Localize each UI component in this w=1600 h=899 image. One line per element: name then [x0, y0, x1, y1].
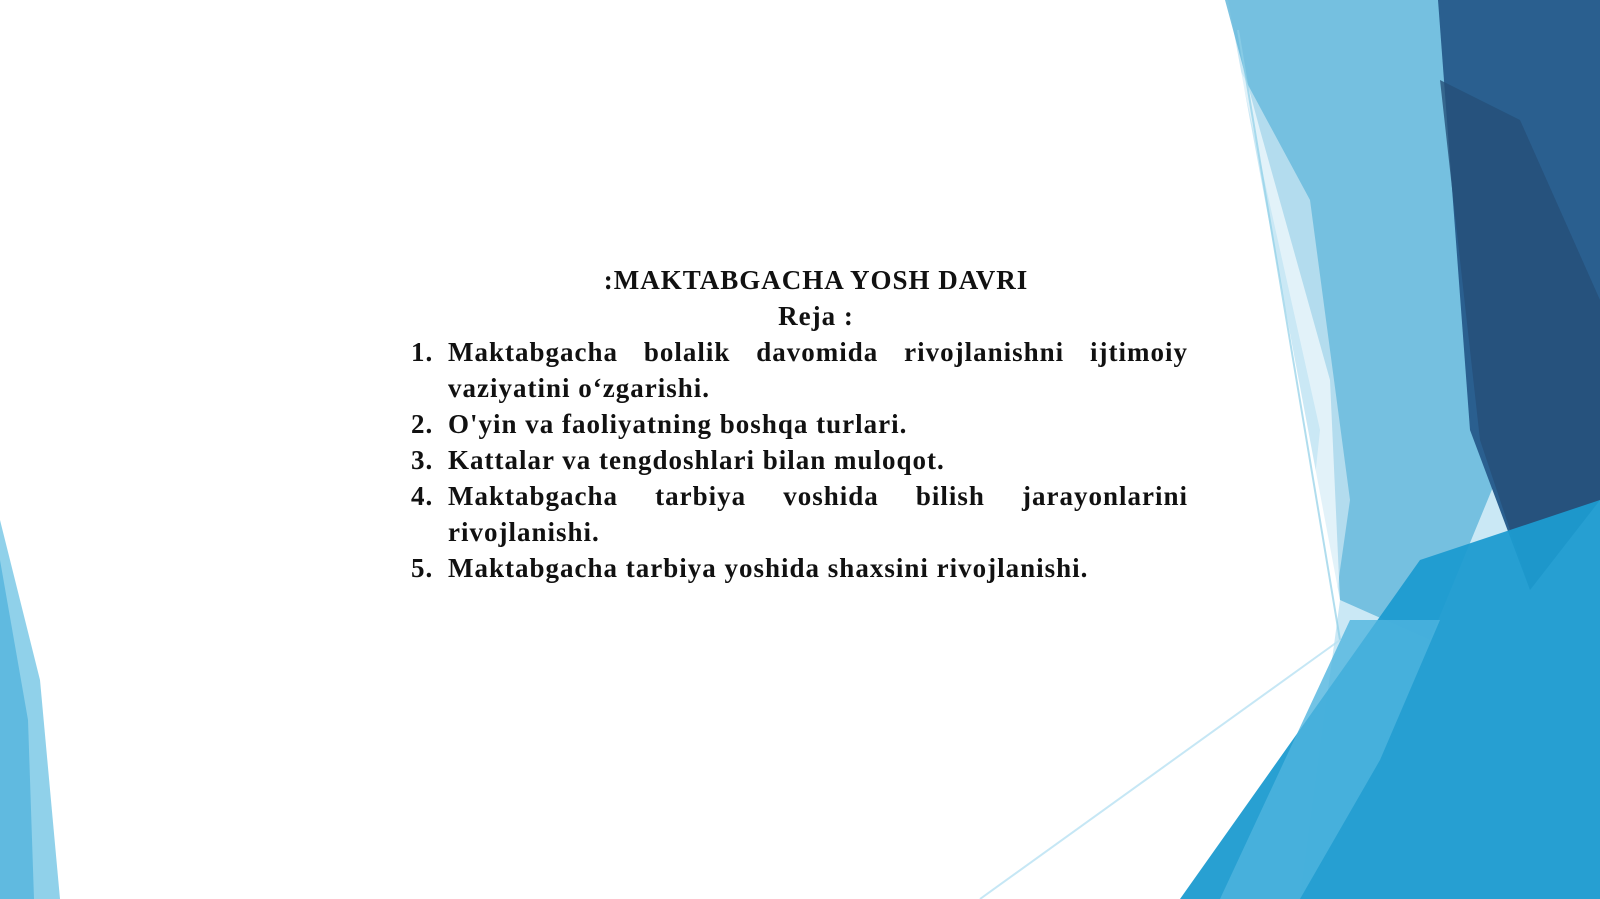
plan-list	[400, 334, 1188, 586]
slide-title: :MAKTABGACHA YOSH DAVRI	[603, 265, 1029, 295]
list-item-text: Maktabgacha bolalik davomida rivojlanishni ijtimoiy vaziyatini o‘zgarishi.	[448, 337, 1188, 403]
list-item-number: 4.	[411, 481, 434, 511]
list-item-text: Maktabgacha tarbiya voshida bilish jarayonlarini rivojlanishi.	[448, 481, 1188, 547]
list-item-text: Kattalar va tengdoshlari bilan muloqot.	[448, 445, 945, 475]
list-item	[400, 442, 1188, 478]
list-item	[400, 406, 1188, 442]
slide-subtitle: Reja :	[778, 301, 854, 331]
list-item-text: O'yin va faoliyatning boshqa turlari.	[448, 409, 908, 439]
list-item-number: 5.	[411, 553, 434, 583]
list-item	[400, 334, 1188, 406]
list-item-text: Maktabgacha tarbiya yoshida shaxsini rivojlanishi.	[448, 553, 1089, 583]
list-item	[400, 478, 1188, 550]
list-item-number: 2.	[411, 409, 434, 439]
slide-content	[400, 262, 1188, 586]
list-item-number: 3.	[411, 445, 434, 475]
list-item	[400, 550, 1188, 586]
list-item-number: 1.	[411, 337, 434, 367]
